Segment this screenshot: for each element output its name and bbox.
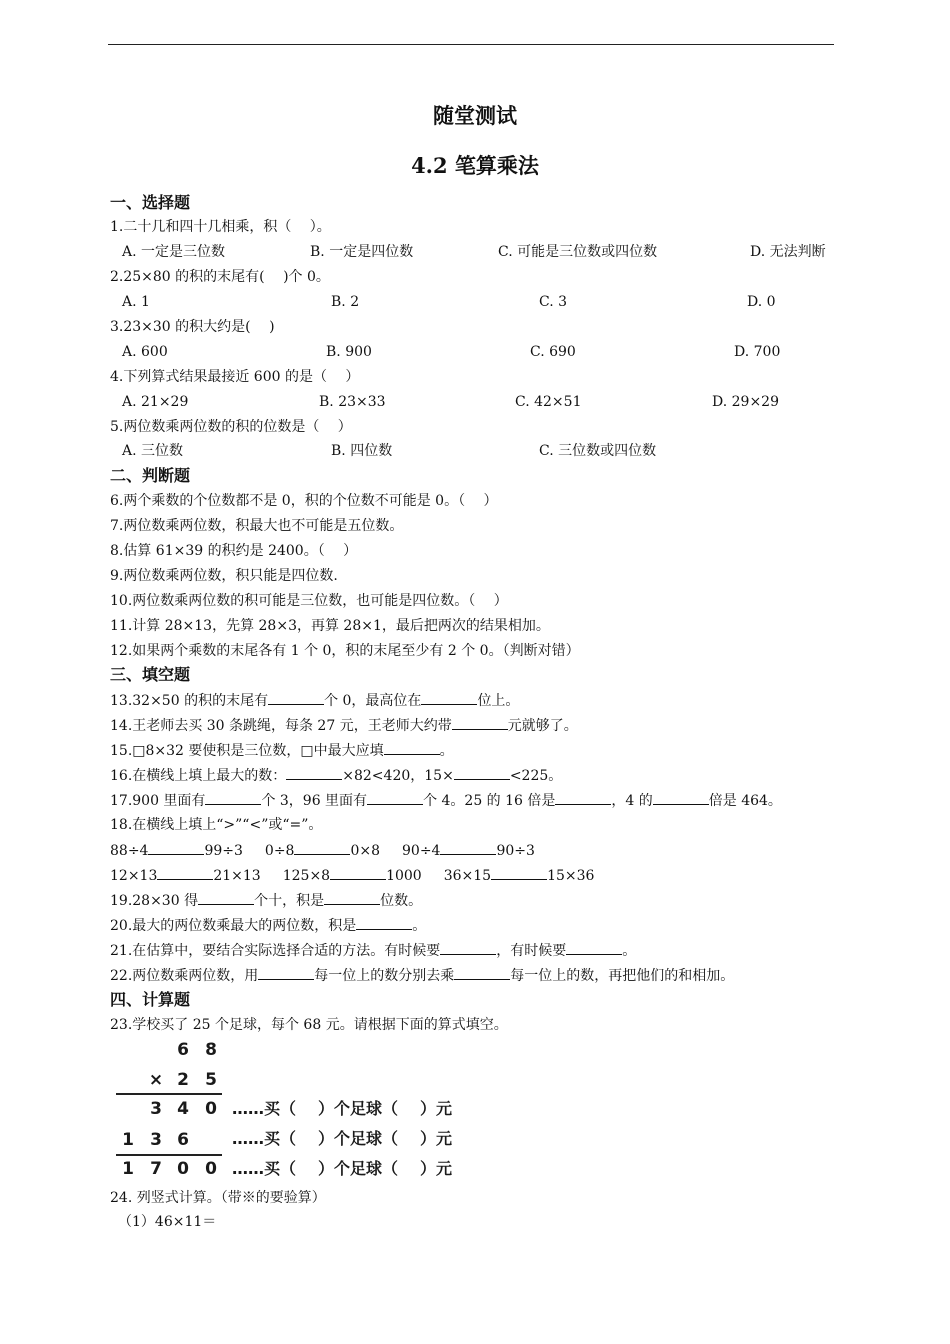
question-9: 9.两位数乘两位数，积只能是四位数. [110, 568, 338, 584]
question-19: 19.28×30 得 个十，积是 位数。 [110, 890, 422, 911]
question-11: 11.计算 28×13，先算 28×3，再算 28×1，最后把两次的结果相加。 [110, 618, 550, 634]
q1-option-d: D. 无法判断 [750, 244, 826, 260]
q1-option-a: A. 一定是三位数 [122, 244, 226, 260]
question-14: 14.王老师去买 30 条跳绳，每条 27 元，王老师大约带 元就够了。 [110, 715, 578, 736]
answer-blank[interactable] [286, 765, 342, 780]
question-5-stem: 5.两位数乘两位数的积的位数是（ ） [110, 419, 352, 435]
question-24-stem: 24. 列竖式计算。（带※的要验算） [110, 1190, 326, 1206]
digit: 4 [177, 1099, 189, 1119]
question-4-stem: 4.下列算式结果最接近 600 的是（ ） [110, 369, 360, 385]
q4-option-a: A. 21×29 [122, 394, 189, 410]
answer-blank[interactable] [367, 790, 423, 805]
q3-option-b: B. 900 [326, 344, 372, 360]
q3-option-c: C. 690 [530, 344, 576, 360]
digit: 3 [150, 1099, 162, 1119]
question-18-row-2: 12×13 21×13 125×8 1000 36×15 15×36 [110, 865, 594, 886]
partial-product-2-note: ……买（ ）个足球（ ）元 [232, 1129, 453, 1148]
header-rule [108, 44, 834, 45]
answer-blank[interactable] [157, 865, 213, 880]
q1-option-b: B. 一定是四位数 [310, 244, 414, 260]
digit: 1 [122, 1159, 134, 1179]
digit: 0 [177, 1159, 189, 1179]
question-20: 20.最大的两位数乘最大的两位数，积是 。 [110, 915, 426, 936]
question-1-stem: 1.二十几和四十几相乘，积（ ）。 [110, 219, 331, 235]
digit: 3 [150, 1130, 162, 1150]
partial-product-1-note: ……买（ ）个足球（ ）元 [232, 1099, 453, 1118]
digit: 8 [205, 1040, 217, 1060]
question-15: 15.□8×32 要使积是三位数，□中最大应填 。 [110, 740, 454, 761]
q5-option-a: A. 三位数 [122, 443, 184, 459]
answer-blank[interactable] [454, 965, 510, 980]
section-heading-fill: 三、填空题 [110, 665, 191, 684]
q4-option-d: D. 29×29 [712, 394, 779, 410]
q3-option-a: A. 600 [122, 344, 168, 360]
question-6: 6.两个乘数的个位数都不是 0，积的个位数不可能是 0。（ ） [110, 493, 498, 509]
answer-blank[interactable] [330, 865, 386, 880]
total-product-note: ……买（ ）个足球（ ）元 [232, 1159, 453, 1178]
digit: 5 [205, 1070, 217, 1090]
digit: 0 [205, 1159, 217, 1179]
q2-option-a: A. 1 [122, 294, 150, 310]
answer-blank[interactable] [356, 915, 412, 930]
question-18-stem: 18.在横线上填上“>”“<”或“=”。 [110, 817, 323, 833]
question-21: 21.在估算中，要结合实际选择合适的方法。有时候要 ，有时候要 。 [110, 940, 636, 961]
answer-blank[interactable] [452, 715, 508, 730]
q2-option-b: B. 2 [331, 294, 360, 310]
question-24-item-1: （1）46×11＝ [118, 1214, 217, 1230]
answer-blank[interactable] [294, 840, 350, 855]
q2-option-c: C. 3 [539, 294, 568, 310]
answer-blank[interactable] [148, 840, 204, 855]
question-13: 13.32×50 的积的末尾有 个 0，最高位在 位上。 [110, 690, 519, 711]
q5-option-b: B. 四位数 [331, 443, 393, 459]
answer-blank[interactable] [421, 690, 477, 705]
digit: 2 [177, 1070, 189, 1090]
rule-line [116, 1154, 222, 1156]
question-16: 16.在横线上填上最大的数： ×82<420，15× <225。 [110, 765, 562, 786]
page-subtitle: 4.2 笔算乘法 [411, 153, 539, 178]
digit: 0 [205, 1099, 217, 1119]
section-heading-choice: 一、选择题 [110, 193, 191, 212]
digit: 1 [122, 1130, 134, 1150]
digit: 6 [177, 1130, 189, 1150]
question-10: 10.两位数乘两位数的积可能是三位数，也可能是四位数。（ ） [110, 593, 508, 609]
q4-option-c: C. 42×51 [515, 394, 582, 410]
rule-line [116, 1093, 222, 1095]
digit: 7 [150, 1159, 162, 1179]
question-2-stem: 2.25×80 的积的末尾有( )个 0。 [110, 269, 330, 285]
answer-blank[interactable] [566, 940, 622, 955]
answer-blank[interactable] [205, 790, 261, 805]
question-17: 17.900 里面有 个 3，96 里面有 个 4。25 的 16 倍是 ，4 的 倍是 464。 [110, 790, 782, 811]
question-7: 7.两位数乘两位数，积最大也不可能是五位数。 [110, 518, 404, 534]
answer-blank[interactable] [653, 790, 709, 805]
answer-blank[interactable] [198, 890, 254, 905]
times-sign: × [148, 1070, 164, 1090]
question-23-stem: 23.学校买了 25 个足球，每个 68 元。请根据下面的算式填空。 [110, 1017, 508, 1033]
answer-blank[interactable] [440, 940, 496, 955]
q1-option-c: C. 可能是三位数或四位数 [498, 244, 658, 260]
answer-blank[interactable] [268, 690, 324, 705]
q2-option-d: D. 0 [747, 294, 776, 310]
answer-blank[interactable] [324, 890, 380, 905]
answer-blank[interactable] [384, 740, 440, 755]
answer-blank[interactable] [491, 865, 547, 880]
question-3-stem: 3.23×30 的积大约是( ) [110, 319, 275, 335]
answer-blank[interactable] [454, 765, 510, 780]
section-heading-calc: 四、计算题 [110, 990, 191, 1009]
answer-blank[interactable] [555, 790, 611, 805]
page-title: 随堂测试 [433, 103, 517, 128]
question-18-row-1: 88÷4 99÷3 0÷8 0×8 90÷4 90÷3 [110, 840, 535, 861]
section-heading-judge: 二、判断题 [110, 466, 191, 485]
q4-option-b: B. 23×33 [319, 394, 386, 410]
q5-option-c: C. 三位数或四位数 [539, 443, 657, 459]
question-22: 22.两位数乘两位数，用 每一位上的数分别去乘 每一位上的数，再把他们的和相加。 [110, 965, 734, 986]
answer-blank[interactable] [440, 840, 496, 855]
question-12: 12.如果两个乘数的末尾各有 1 个 0，积的末尾至少有 2 个 0。（判断对错） [110, 643, 580, 659]
q3-option-d: D. 700 [734, 344, 781, 360]
digit: 6 [177, 1040, 189, 1060]
vertical-multiplication-figure [108, 1036, 508, 1184]
answer-blank[interactable] [258, 965, 314, 980]
question-8: 8.估算 61×39 的积约是 2400。（ ） [110, 543, 358, 559]
